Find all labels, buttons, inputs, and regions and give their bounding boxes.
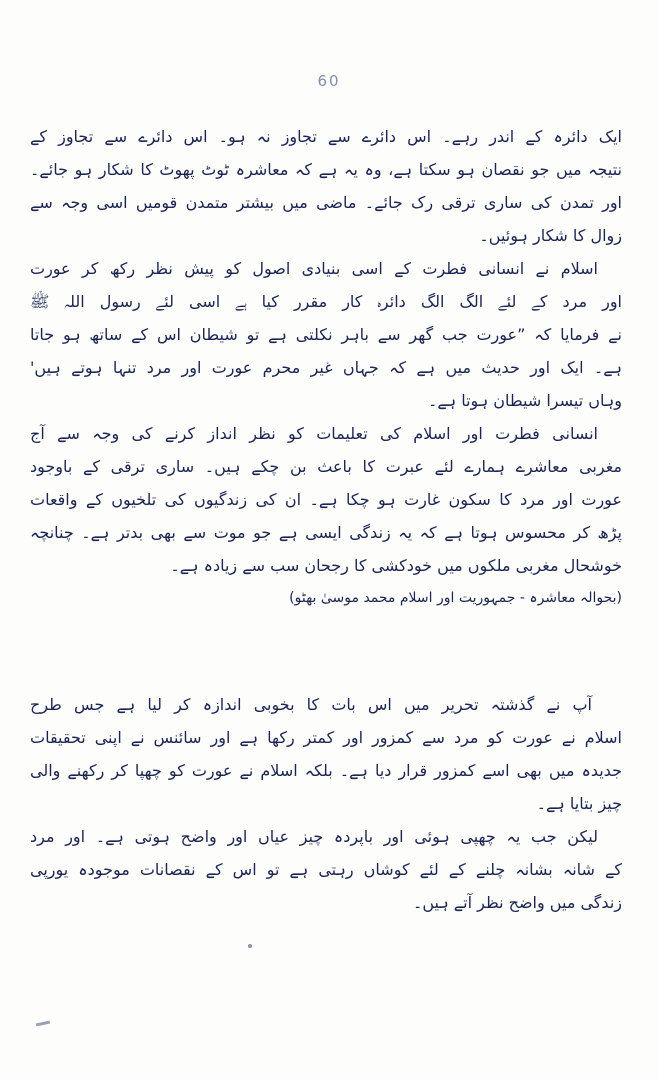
text-line: پڑھ کر محسوس ہوتا ہے کہ یہ زندگی ایسی ہے جو موت سے بھی بدتر ہے۔ چنانچہ — [30, 523, 622, 542]
body-text-second — [30, 688, 622, 919]
text-line: جدیدہ میں بھی اسے کمزور قرار دیا ہے۔ بلکہ اسلام نے عورت کو چھپا کر رکھنے والی — [30, 761, 622, 780]
text-line: زوال کا شکار ہوئیں۔ — [479, 226, 622, 245]
text-line: اسلام نے انسانی فطرت کے اسی بنیادی اصول کو پیش نظر رکھ کر عورت — [30, 259, 598, 278]
text-line: زندگی میں واضح نظر آتے ہیں۔ — [412, 893, 622, 912]
text-line: اور مرد کے لئے الگ الگ دائرہ کار مقرر کیا ہے اسی لئے رسول اللہ ﷺ — [30, 292, 622, 311]
text-line: لیکن جب یہ چھپی ہوئی اور باپردہ چیز عیاں اور واضح ہوتی ہے۔ اور مرد — [30, 827, 598, 846]
text-line: خوشحال مغربی ملکوں میں خودکشی کا رجحان سب سے زیادہ ہے۔ — [170, 556, 622, 575]
text-line: وہاں تیسرا شیطان ہوتا ہے۔ — [428, 391, 622, 410]
text-line: اسلام نے عورت کو مرد سے کمزور اور کمتر رکھا ہے اور سائنس نے اپنی تحقیقات — [30, 728, 622, 747]
body-text-first — [30, 120, 622, 615]
text-line: نتیجہ میں جو نقصان ہو سکتا ہے، وہ یہ ہے کہ معاشرہ ٹوٹ پھوٹ کا شکار ہو جائے۔ — [30, 160, 622, 179]
text-line: انسانی فطرت اور اسلام کی تعلیمات کو نظر انداز کرنے کی وجہ سے آج — [30, 424, 598, 443]
text-line: مغربی معاشرے ہمارے لئے عبرت کا باعث بن چکے ہیں۔ ساری ترقی کے باوجود — [30, 457, 622, 476]
margin-mark — [36, 1021, 50, 1027]
paper-speck — [248, 944, 252, 948]
text-line: عورت اور مرد کا سکون غارت ہو چکا ہے۔ ان کی زندگیوں کی تلخیوں کے واقعات — [30, 490, 622, 509]
text-line: آپ نے گذشتہ تحریر میں اس بات کا بخوبی اندازہ کر لیا ہے جس طرح — [30, 695, 592, 714]
page-number: 60 — [317, 72, 341, 90]
text-line: ہے۔ ایک اور حدیث میں ہے کہ جہاں غیر محرم عورت اور مرد تنہا ہوتے ہیں' — [30, 358, 622, 377]
text-line: نے فرمایا کہ ”عورت جب گھر سے باہر نکلتی ہے تو شیطان اس کے ساتھ ہو جاتا — [30, 325, 622, 344]
text-line: اور تمدن کی ساری ترقی رک جائے۔ ماضی میں بیشتر متمدن قومیں اسی وجہ سے — [30, 193, 622, 212]
text-line: چیز بتایا ہے۔ — [536, 794, 622, 813]
text-line: ایک دائرہ کے اندر رہے۔ اس دائرے سے تجاوز نہ ہو۔ اس دائرے سے تجاوز کے — [30, 127, 622, 146]
text-line: کے شانہ بشانہ چلنے کے لئے کوشاں رہتی ہے تو اس کے نقصانات موجودہ یورپی — [30, 860, 622, 879]
citation: (بحوالہ معاشرہ - جمہوریت اور اسلام محمد موسیٰ بھٹو) — [289, 590, 622, 606]
